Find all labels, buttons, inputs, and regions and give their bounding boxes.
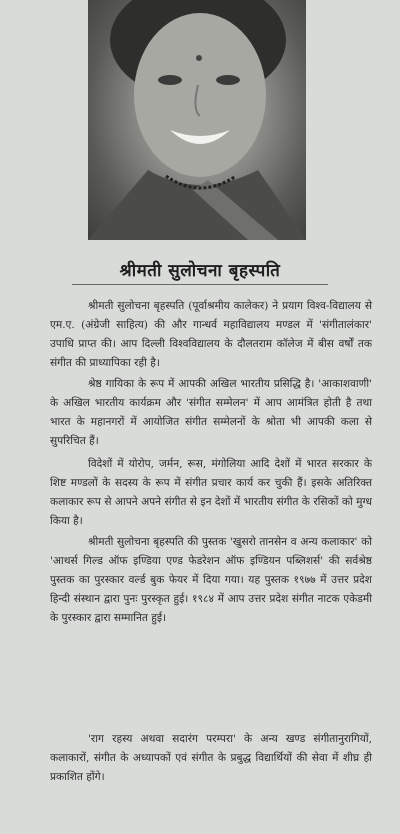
bio-paragraph-abroad: विदेशों में योरोप, जर्मन, रूस, मंगोलिया आदि देशों में भारत सरकार के शिष्ट मण्डलों के सदस्य के रूप में संगीत प्रचार कार्य कर चुकी हैं। इसके अतिरिक्त कलाकार रूप से आपने अपने संगीत से इन देशों में भारतीय संगीत के रसिकों को मुग्ध किया है। bbox=[50, 458, 372, 527]
caption-divider bbox=[72, 284, 328, 285]
author-name-caption: श्रीमती सुलोचना बृहस्पति bbox=[119, 261, 281, 281]
author-portrait bbox=[88, 0, 306, 240]
bio-paragraph-awards: श्रीमती सुलोचना बृहस्पति की पुस्तक 'खुसरो तानसेन व अन्य कलाकार' को 'आथर्स गिल्ड ऑफ इण्डिया एण्ड फेडरेशन ऑफ इण्डियन पब्लिशर्स' की सर्वश्रेष्ठ पुस्तक का पुरस्कार वर्ल्ड बुक फेयर में दिया गया। यह पुस्तक १९७७ में उत्तर प्रदेश हिन्दी संस्थान द्वारा पुनः पुरस्कृत हुई। १९८४ में आप उत्तर प्रदेश संगीत नाटक एकेडमी के पुरस्कार द्वारा सम्मानित हुई। bbox=[50, 536, 372, 624]
bio-paragraph-fame: श्रेष्ठ गायिका के रूप में आपकी अखिल भारतीय प्रसिद्धि है। 'आकाशवाणी' के अखिल भारतीय कार्यक्रम और 'संगीत सम्मेलन' में आप आमंत्रित होती है तथा भारत के महानगरों में आयोजित संगीत सम्मेलनों के श्रोता भी आपकी कला से सुपरिचित हैं। bbox=[50, 378, 372, 447]
bio-paragraph-forthcoming: 'राग रहस्य अथवा सदारंग परम्परा' के अन्य खण्ड संगीतानुरागियों, कलाकारों, संगीत के अध्यापकों एवं संगीत के प्रबुद्ध विद्यार्थियों की सेवा में शीघ्र ही प्रकाशित होंगे। bbox=[50, 733, 372, 783]
bio-paragraph-education: श्रीमती सुलोचना बृहस्पति (पूर्वाश्रमीय कालेकर) ने प्रयाग विश्व-विद्यालय से एम.ए. (अंग्रेजी साहित्य) की और गान्धर्व महाविद्यालय मण्डल में 'संगीतालंकार' उपाधि प्राप्त की। आप दिल्ली विश्वविद्यालय के दौलतराम कॉलेज में बीस वर्षों तक संगीत की प्राध्यापिका रही है। bbox=[50, 300, 372, 369]
portrait-illustration bbox=[88, 0, 306, 240]
